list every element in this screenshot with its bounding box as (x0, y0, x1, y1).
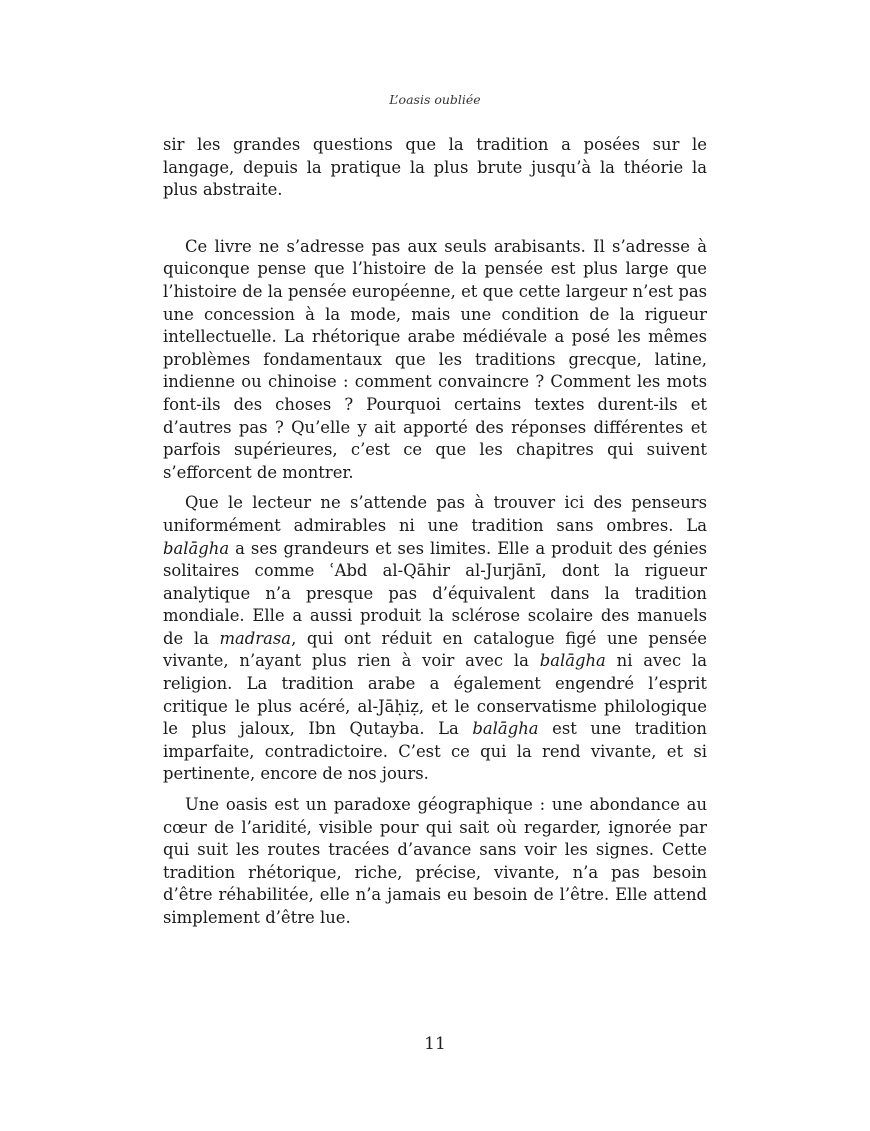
italic-term: balāgha (163, 538, 230, 558)
text-run: est une tradition imparfaite, contradictoire. C’est ce qui la rend vivante, et si pertinente, encore de nos jours. (163, 719, 707, 784)
text-run: a ses grandeurs et ses limites. Elle a produit des génies solitaires comme ʿAbd al-Qāhir al-Jurjānī, dont la rigueur analytique n’a presque pas d’équivalent dans la tradition mondiale. Elle a aussi produit la sclérose scolaire des manuels de la (163, 538, 707, 648)
italic-term: balāgha (539, 651, 606, 671)
paragraph-oasis (163, 794, 707, 930)
running-head: L’oasis oubliée (389, 92, 481, 107)
text-run: , qui ont réduit en catalogue figé une pensée vivante, n’ayant plus rien à voir avec la (163, 628, 707, 671)
page-number: 11 (424, 1034, 446, 1054)
text-run: Que le lecteur ne s’attende pas à trouver ici des penseurs uniformément admirables ni une tradition sans ombres. La (163, 493, 707, 535)
text-run: ni avec la religion. La tradition arabe a également engendré l’esprit critique le plus acéré, al-Jāḥiẓ, et le conservatisme philologique le plus jaloux, Ibn Qutayba. La (163, 651, 708, 739)
italic-term: madrasa (219, 628, 292, 648)
paragraph-audience (163, 236, 707, 485)
italic-term: balāgha (472, 719, 539, 739)
paragraph-limits (163, 492, 707, 786)
text-run: sir les grandes questions que la tradition a posées sur le langage, depuis la pratique la plus brute jusqu’à la théorie la plus abstraite. (163, 135, 707, 200)
body-text (163, 134, 707, 930)
paragraph-continuation (163, 134, 707, 202)
text-run: Ce livre ne s’adresse pas aux seuls arabisants. Il s’adresse à quiconque pense que l’histoire de la pensée est plus large que l’histoire de la pensée européenne, et que cette largeur n’est pas une concession à la mode, mais une condition de la rigueur intellectuelle. La rhétorique arabe médiévale a posé les mêmes problèmes fondamentaux que les traditions grecque, latine, indienne ou chinoise : comment convaincre ? Comment les mots font-ils des choses ? Pourquoi certains textes durent-ils et d’autres pas ? Qu’elle y ait apporté des réponses différentes et parfois supérieures, c’est ce que les chapitres qui suivent s’efforcent de montrer. (163, 236, 707, 482)
text-run: Une oasis est un paradoxe géographique : une abondance au cœur de l’aridité, visible pour qui sait où regarder, ignorée par qui suit les routes tracées d’avance sans voir les signes. Cette tradition rhétorique, riche, précise, vivante, n’a pas besoin d’être réhabilitée, elle n’a jamais eu besoin de l’être. Elle attend simplement d’être lue. (163, 795, 707, 927)
